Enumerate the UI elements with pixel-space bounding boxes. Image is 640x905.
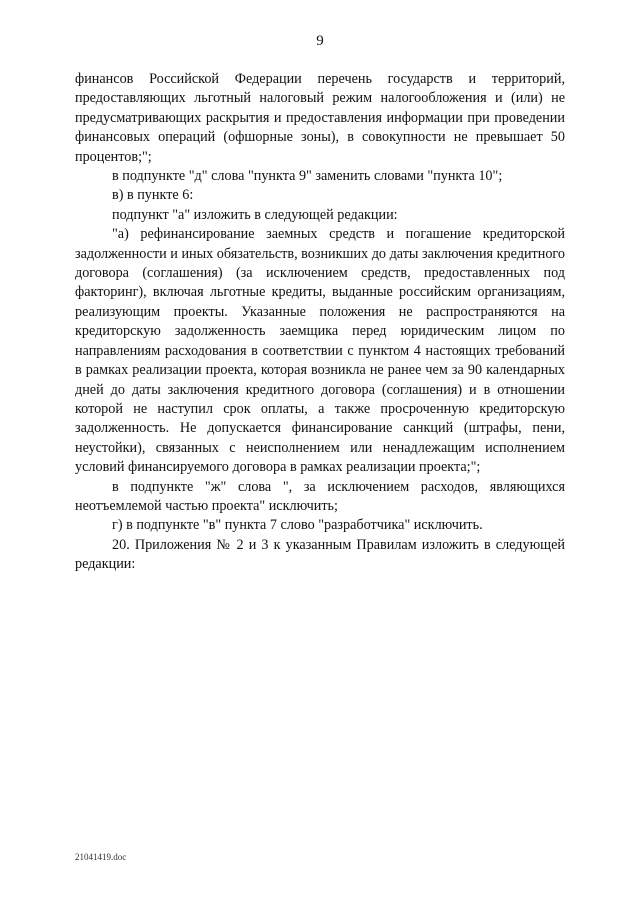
paragraph: 20. Приложения № 2 и 3 к указанным Правилам изложить в следующей редакции:	[75, 536, 565, 573]
paragraph: г) в подпункте "в" пункта 7 слово "разработчика" исключить.	[112, 517, 483, 534]
page-number: 9	[316, 33, 324, 49]
paragraph: подпункт "а" изложить в следующей редакции:	[112, 206, 398, 223]
paragraph: в подпункте "д" слова "пункта 9" заменить словами "пункта 10";	[112, 168, 503, 185]
paragraph: финансов Российской Федерации перечень государств и территорий, предоставляющих льготный налоговый режим налогообложения и (или) не предусматривающих раскрытия и предоставления информации при проведении финансовых операций (офшорные зоны), в совокупности не превышает 50 процентов;";	[75, 71, 565, 165]
paragraph: в) в пункте 6:	[112, 187, 194, 204]
paragraph: в подпункте "ж" слова ", за исключением расходов, являющихся неотъемлемой частью проекта" исключить;	[75, 478, 565, 514]
paragraph: "а) рефинансирование заемных средств и погашение кредиторской задолженности и иных обязательств, возникших до даты заключения кредитного договора (соглашения) (за исключением средств, предоставленных под факторинг), включая льготные кредиты, выданные российским организациям, реализующим проекты. Указанные положения не распространяются на кредиторскую задолженность заемщика перед юридическим лицом по направлениям расходования в соответствии с пунктом 4 настоящих требований в рамках реализации проекта, которая возникла не ранее чем за 90 календарных дней до даты заключения кредитного договора (соглашения) и в отношении которой не наступил срок оплаты, а также просроченную кредиторскую задолженность. Не допускается финансирование санкций (штрафы, пени, неустойки), связанных с неисполнением или ненадлежащим исполнением условий финансируемого договора в рамках реализации проекта;";	[75, 226, 565, 476]
document-body	[75, 70, 565, 575]
file-name-footer: 21041419.doc	[75, 852, 127, 862]
